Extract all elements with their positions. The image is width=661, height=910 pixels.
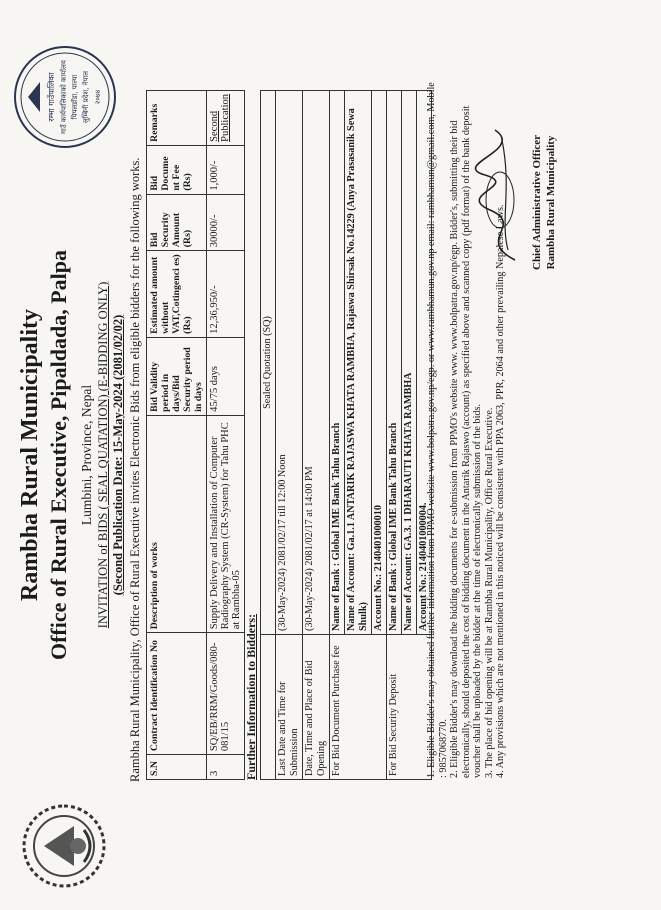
- deposit-label: For Bid Security Deposit: [387, 635, 432, 780]
- deposit-account-no: Account No.: 2140401000004.: [417, 91, 432, 635]
- seal-year: २०७४: [94, 89, 102, 105]
- municipality-title: Rambha Rural Municipality: [17, 308, 43, 602]
- info-row-purchase-bank: [330, 91, 345, 780]
- intro-text: Rambha Rural Municipality, Office of Rural Executive invites Electronic Bids from eligible bidders for the following works.: [128, 157, 142, 782]
- header-security: Bid Security Amount (Rs): [147, 194, 207, 251]
- deposit-account-name: Name of Account: GA.3. 1 DHARAUTI KHATA RAMBHA: [402, 91, 417, 635]
- signatory-org: Rambha Rural Municipality: [545, 135, 557, 270]
- municipality-seal: [10, 42, 120, 152]
- opening-label: Date, Time and Place of Bid Opening: [303, 635, 330, 780]
- note-1: 1. Eligible Bidder's may obtained further information from PPMO website www.bolpatra.gov.np/egp. or www.rambhamun.gov.np email: rambhamun@gmail.com, Mobile : 9857068770.: [426, 82, 449, 778]
- info-row-submission: [276, 91, 303, 780]
- address: Lumbini, Province, Nepal: [79, 384, 94, 526]
- info-row-opening: [303, 91, 330, 780]
- signatory-title: Chief Administrative Officer: [531, 134, 543, 270]
- header-sn: S.N: [147, 755, 207, 780]
- purchase-account-name: Name of Account: Ga.1.1 ANTARIK RAJASWA KHATA RAMBHA, Rajaswa Shirsak No.14229 (Anya Prasasanik Sewa Shulk): [345, 91, 372, 635]
- seal-line-2: गाउँ कार्यपालिकाको कार्यालय: [60, 60, 68, 134]
- note-2: 2. Eligible Bidder's may download the bidding documents for e-submission from PPMO's website www. www.bolpatra.gov.np/egp. Bidder's, submitting their bid electronically, should deposited the cost of bidding document in the Antarik Rajaswo (account) as specified above and scanned copy (pdf format) of the bank deposit voucher shall be uploaded by the bidder at the time of electronically submission of the bids.: [449, 105, 483, 778]
- bid-table-header: [147, 91, 207, 780]
- seal-line-4: लुम्बिनी प्रदेश, नेपाल: [82, 70, 90, 124]
- table-row: [207, 91, 245, 780]
- header-description: Description of works: [147, 415, 207, 632]
- note-3: 3. The place of bid opening will be at Rambha Rural Municipality, Office Rural Executive.: [483, 407, 495, 778]
- submission-label: Last Date and Time for Submission: [276, 635, 303, 780]
- office-title: Office of Rural Executive, Pipaldada, Palpa: [46, 249, 71, 661]
- purchase-account-no: Account No.: 2140401000010: [372, 91, 387, 635]
- deposit-bank: Name of Bank : Global IME Bank Tahu Branch: [387, 91, 402, 635]
- signature-icon: [470, 120, 530, 270]
- further-info-table: [260, 90, 432, 780]
- info-row-method: [261, 91, 276, 780]
- cell-security: 30000/-: [207, 194, 245, 251]
- header-fee: Bid Docume nt Fee (Rs): [147, 145, 207, 194]
- header-validity: Bid Validity period in days/Bid Security period in days: [147, 337, 207, 415]
- cell-fee: 1,000/-: [207, 145, 245, 194]
- seal-line-3: पिपलडाँडा, पाल्पा: [71, 74, 79, 120]
- seal-line-1: रम्भा गाउँपालिका: [47, 72, 56, 122]
- further-info-title: Further Information to Bidders:: [244, 613, 258, 780]
- signature-block: [530, 135, 558, 270]
- cell-validity: 45/75 days: [207, 337, 245, 415]
- cell-estimated: 12,36,950/-: [207, 251, 245, 338]
- header-contract: Contract Identification No: [147, 633, 207, 755]
- opening-value: (30-May-2024) 2081/02/17 at 14:00 PM: [303, 91, 330, 635]
- method-cell: Sealed Quotation (SQ): [261, 91, 276, 635]
- info-row-deposit-bank: [387, 91, 402, 780]
- purchase-bank: Name of Bank : Global IME Bank Tahu Branch: [330, 91, 345, 635]
- cell-sn: 3: [207, 755, 245, 780]
- bid-table: [146, 90, 245, 780]
- cell-remarks: Second Publication: [207, 91, 245, 146]
- submission-value: (30-May-2024) 2081/02/17 till 12:00 Noon: [276, 91, 303, 635]
- header-remarks: Remarks: [147, 91, 207, 146]
- header-estimated: Estimated amount without VAT,Cotingenci es) (Rs): [147, 251, 207, 338]
- cell-contract: SQ/EB/RRM/Goods/080-081/15: [207, 633, 245, 755]
- publication-date: (Second Publication Date: 15-May-2024 (2081/02/02): [111, 314, 125, 596]
- note-4: 4. Any provisions which are not mentioned in this noticed will be consistent with PPA 2063, PPR, 2064 and other prevailing Nepalese Laws.: [495, 204, 506, 778]
- purchase-label: For Bid Document Purchase fee: [330, 635, 387, 780]
- cell-description: Supply Delivery and Installation of Computer Radiography System (CR-System) for Tahu PHC at Rambha-05: [207, 415, 245, 632]
- invitation-title: INVITATION of BIDS ( SEAL QUATATION) (E-BIDDING ONLY): [96, 281, 110, 629]
